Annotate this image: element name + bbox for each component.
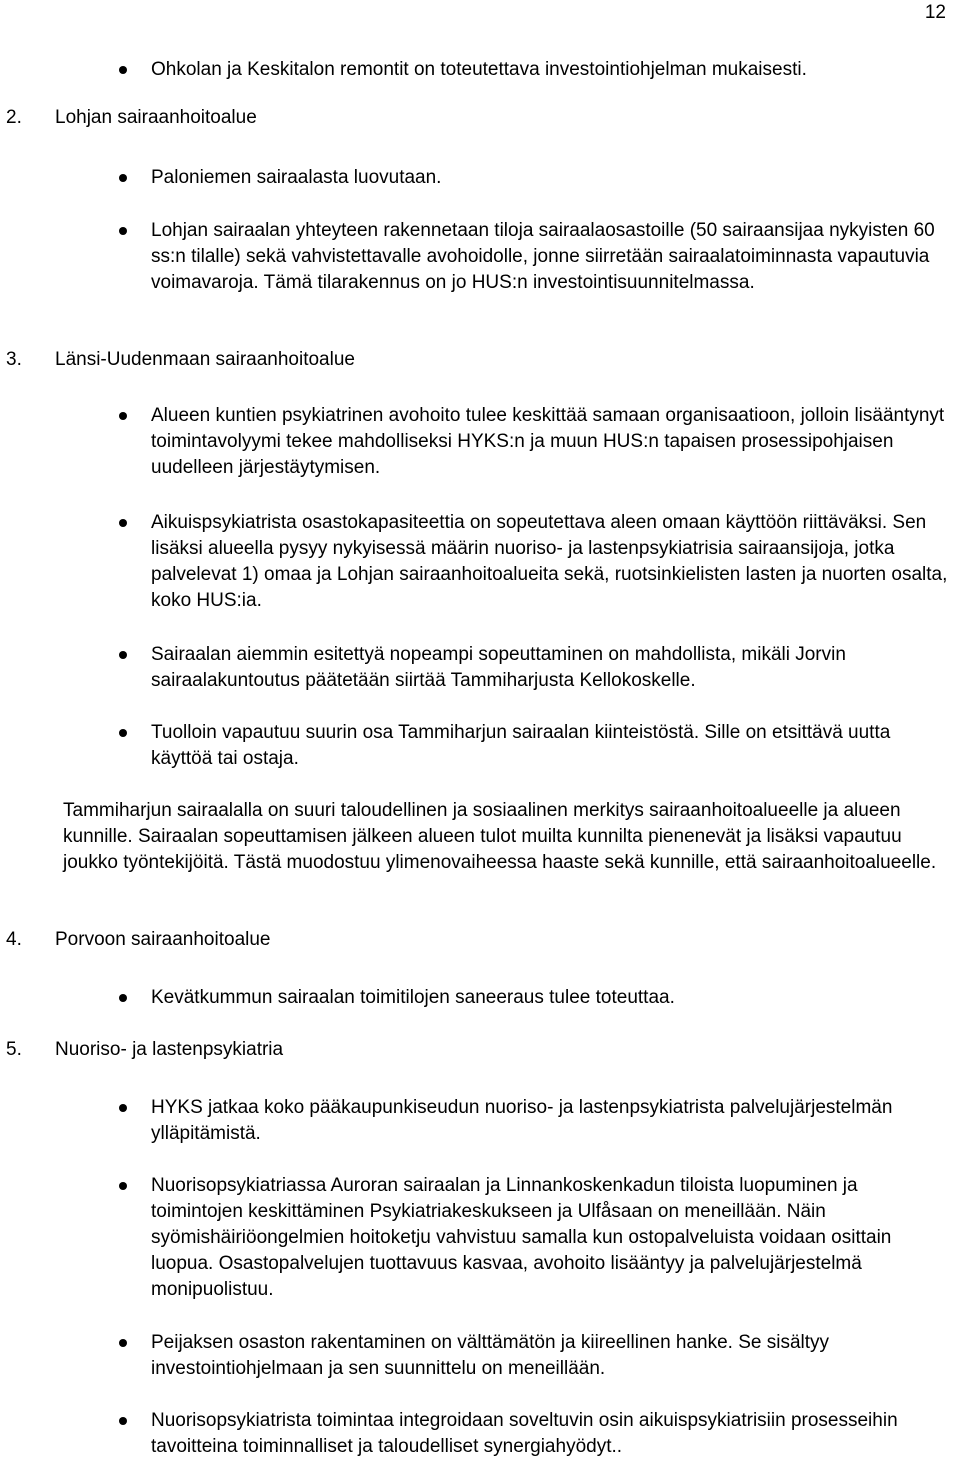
bullet-icon bbox=[119, 729, 127, 737]
bullet-icon bbox=[119, 1104, 127, 1112]
bullet-icon bbox=[119, 651, 127, 659]
section-heading: Lohjan sairaanhoitoalue bbox=[55, 107, 257, 128]
list-item: Nuorisopsykiatriassa Auroran sairaalan ja Linnankoskenkadun tiloista luopuminen ja toimintojen keskittäminen Psykiatriakeskukseen ja Ulfåsaan on meneillään. Näin syömishäiriöongelmien hoitoketju vahvistuu samalla kun ostopalveluista voidaan osittain luopua. Osastopalvelujen tuottavuus kasvaa, avohoito lisääntyy ja palvelujärjestelmä monipuolistuu. bbox=[151, 1175, 892, 1300]
section-number: 5. bbox=[6, 1039, 22, 1060]
bullet-icon bbox=[119, 66, 127, 74]
section-number: 3. bbox=[6, 349, 22, 370]
bullet-icon bbox=[119, 174, 127, 182]
bullet-icon bbox=[119, 412, 127, 420]
bullet-icon bbox=[119, 519, 127, 527]
section-number: 2. bbox=[6, 107, 22, 128]
list-item: Kevätkummun sairaalan toimitilojen saneeraus tulee toteuttaa. bbox=[151, 987, 675, 1008]
list-item: Peijaksen osaston rakentaminen on välttämätön ja kiireellinen hanke. Se sisältyy investointiohjelmaan ja sen suunnittelu on meneillään. bbox=[151, 1332, 830, 1379]
list-item: Ohkolan ja Keskitalon remontit on toteutettava investointiohjelman mukaisesti. bbox=[151, 59, 807, 80]
page-number: 12 bbox=[924, 2, 946, 23]
list-item: Nuorisopsykiatrista toimintaa integroidaan soveltuvin osin aikuispsykiatrisiin prosesseihin tavoitteina toiminnalliset ja taloudelliset synergiahyödyt.. bbox=[151, 1410, 898, 1457]
list-item: Aikuispsykiatrista osastokapasiteettia on sopeutettava aleen omaan käyttöön riittäväksi. Sen lisäksi alueella pysyy nykyisessä määrin nuoriso- ja lastenpsykiatrisia sairaansijoja, jotka palvelevat 1) omaa ja Lohjan sairaanhoitoalueita sekä, ruotsinkielisten lasten ja nuorten osalta, koko HUS:ia. bbox=[151, 512, 948, 611]
list-item: HYKS jatkaa koko pääkaupunkiseudun nuoriso- ja lastenpsykiatrista palvelujärjestelmän ylläpitämistä. bbox=[151, 1097, 893, 1144]
bullet-icon bbox=[119, 227, 127, 235]
list-item: Lohjan sairaalan yhteyteen rakennetaan tiloja sairaalaosastoille (50 sairaansijaa nykyisten 60 ss:n tilalle) sekä vahvistettavalle avohoidolle, jonne siirretään sairaalatoiminnasta vapautuvia voimavaroja. Tämä tilarakennus on jo HUS:n investointisuunnitelmassa. bbox=[151, 220, 935, 293]
section-heading: Porvoon sairaanhoitoalue bbox=[55, 929, 271, 950]
list-item: Alueen kuntien psykiatrinen avohoito tulee keskittää samaan organisaatioon, jolloin lisääntynyt toimintavolyymi tekee mahdolliseksi HYKS:n ja muun HUS:n tapaisen prosessipohjaisen uudelleen järjestäytymisen. bbox=[151, 405, 945, 478]
bullet-icon bbox=[119, 1417, 127, 1425]
list-item: Tuolloin vapautuu suurin osa Tammiharjun sairaalan kiinteistöstä. Sille on etsittävä uutta käyttöä tai ostaja. bbox=[151, 722, 891, 769]
section-number: 4. bbox=[6, 929, 22, 950]
section-heading: Nuoriso- ja lastenpsykiatria bbox=[55, 1039, 284, 1060]
list-item: Paloniemen sairaalasta luovutaan. bbox=[151, 167, 442, 188]
paragraph: Tammiharjun sairaalalla on suuri taloudellinen ja sosiaalinen merkitys sairaanhoitoalueelle ja alueen kunnille. Sairaalan sopeuttamisen jälkeen alueen tulot muilta kunnilta pienenevät ja lisäksi vapautuu joukko työntekijöitä. Tästä muodostuu ylimenovaiheessa haaste sekä kunnille, että sairaanhoitoalueelle. bbox=[63, 800, 937, 873]
bullet-icon bbox=[119, 1339, 127, 1347]
bullet-icon bbox=[119, 994, 127, 1002]
bullet-icon bbox=[119, 1182, 127, 1190]
section-heading: Länsi-Uudenmaan sairaanhoitoalue bbox=[55, 349, 355, 370]
list-item: Sairaalan aiemmin esitettyä nopeampi sopeuttaminen on mahdollista, mikäli Jorvin sairaalakuntoutus päätetään siirtää Tammiharjusta Kellokoskelle. bbox=[151, 644, 846, 691]
